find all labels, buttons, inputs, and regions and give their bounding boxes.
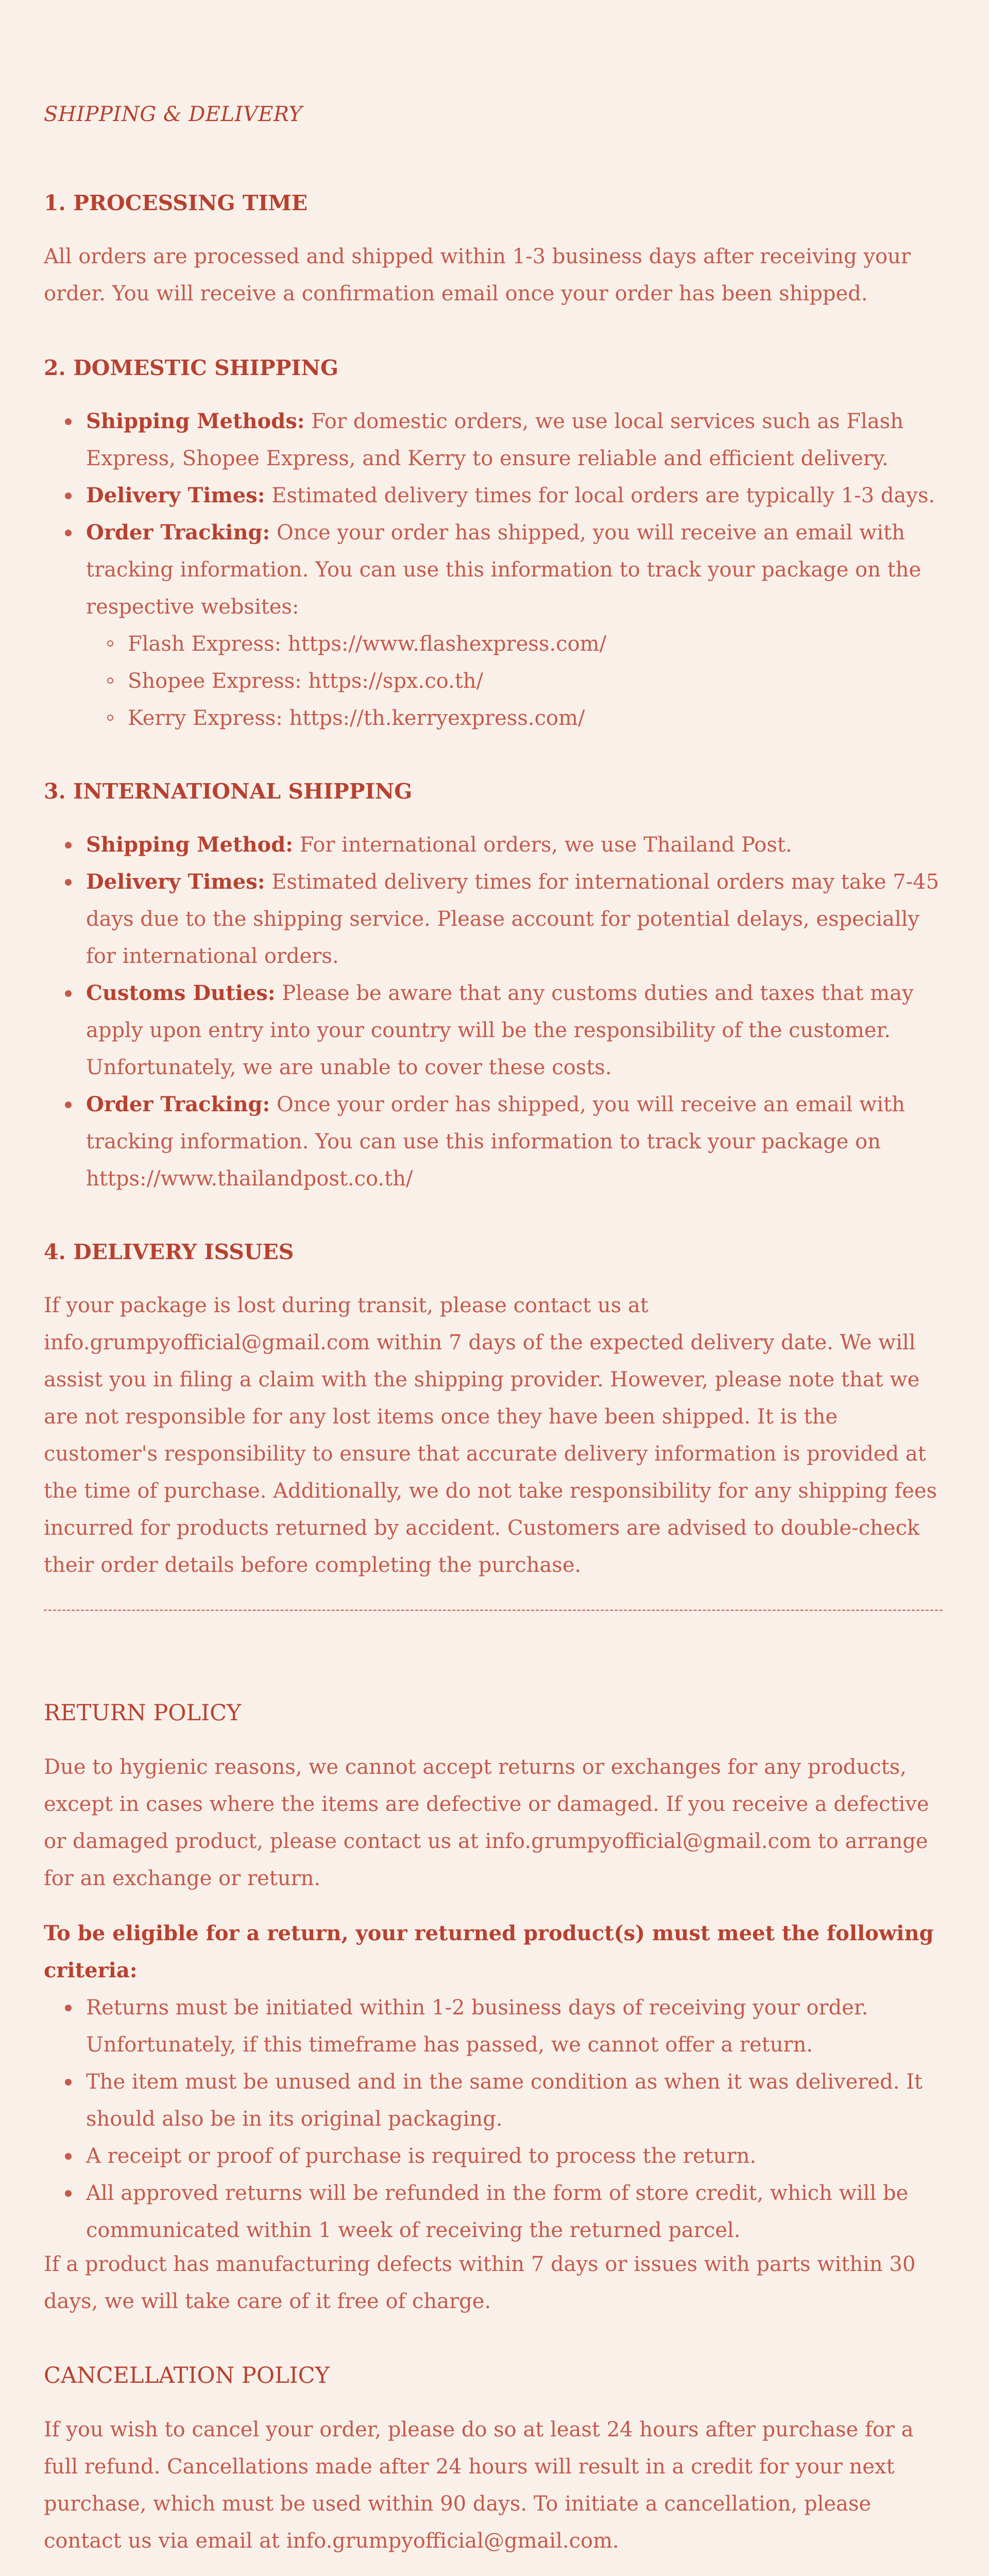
return-policy-body: Due to hygienic reasons, we cannot accept returns or exchanges for any products, except in cases where the items are defective or damaged. If you receive a defective or damaged product, please contact us at info.grumpyofficial@gmail.com to arrange for an exchange or return.	[44, 1755, 929, 1890]
page-subtitle: SHIPPING & DELIVERY	[44, 103, 303, 126]
list-item	[44, 975, 945, 1086]
list-item-text: Once your order has shipped, you will receive an email with tracking information. You can use this information to track your package on the respective websites:	[86, 521, 922, 619]
tracking-link-item[interactable]: Flash Express: https://www.flashexpress.com/	[44, 625, 945, 663]
list-item-text: For domestic orders, we use local services such as Flash Express, Shopee Express, and Kerry to ensure reliable and efficient delivery.	[86, 410, 903, 470]
list-item	[44, 1086, 945, 1197]
international-shipping-heading: 3. INTERNATIONAL SHIPPING	[44, 779, 413, 804]
delivery-issues-text	[44, 1287, 945, 1584]
delivery-issues-body: If your package is lost during transit, please contact us at info.grumpyofficial@gmail.com within 7 days of the expected delivery date. We will assist you in filing a claim with the shipping provider. However, please note that we are not responsible for any lost items once they have been shipped. It is the customer's responsibility to ensure that accurate delivery information is provided at the time of purchase. Additionally, we do not take responsibility for any shipping fees incurred for products returned by accident. Customers are advised to double-check their order details before completing the purchase.	[44, 1294, 937, 1577]
list-item-label: Order Tracking:	[86, 520, 270, 545]
cancellation-policy-body: If you wish to cancel your order, please do so at least 24 hours after purchase for a full refund. Cancellations made after 24 hours will result in a credit for your next purchase, which must be used within 90 days. To initiate a cancellation, please contact us via email at info.grumpyofficial@gmail.com.	[44, 2418, 914, 2553]
list-item-text: Please be aware that any customs duties and taxes that may apply upon entry into your country will be the responsibility of the customer. Unfortunately, we are unable to cover these costs.	[86, 981, 914, 1079]
list-item	[44, 403, 945, 477]
delivery-issues-heading: 4. DELIVERY ISSUES	[44, 1240, 294, 1264]
cancellation-policy-heading: CANCELLATION POLICY	[44, 2363, 330, 2388]
domestic-shipping-heading: 2. DOMESTIC SHIPPING	[44, 355, 339, 380]
return-policy-text	[44, 1749, 945, 1897]
list-item-label: Customs Duties:	[86, 981, 276, 1005]
list-item-label: Shipping Methods:	[86, 409, 305, 433]
list-item: All approved returns will be refunded in the form of store credit, which will be communicated within 1 week of receiving the returned parcel.	[44, 2175, 945, 2249]
tracking-link-item[interactable]: Shopee Express: https://spx.co.th/	[44, 663, 945, 700]
list-item: The item must be unused and in the same condition as when it was delivered. It should also be in its original packaging.	[44, 2063, 945, 2138]
list-item-label: Shipping Method:	[86, 833, 293, 857]
return-policy-heading: RETURN POLICY	[44, 1700, 242, 1726]
list-item-text: Estimated delivery times for local orders are typically 1-3 days.	[265, 484, 935, 507]
list-item-label: Delivery Times:	[86, 483, 265, 507]
list-item-text: Estimated delivery times for international orders may take 7-45 days due to the shipping service. Please account for potential delays, especially for international orders.	[86, 870, 940, 968]
list-item-label: Order Tracking:	[86, 1092, 270, 1116]
defects-note-text	[44, 2246, 945, 2320]
processing-time-heading: 1. PROCESSING TIME	[44, 191, 308, 215]
processing-time-text	[44, 238, 945, 312]
list-item	[44, 514, 945, 737]
domestic-shipping-list	[44, 403, 945, 737]
list-item	[44, 477, 945, 514]
list-item: A receipt or proof of purchase is required to process the return.	[44, 2138, 945, 2175]
international-shipping-list	[44, 826, 945, 1197]
tracking-links-list	[44, 625, 945, 737]
list-item-text: For international orders, we use Thailand Post.	[293, 833, 792, 857]
return-criteria-lead: To be eligible for a return, your returned product(s) must meet the following criteria:	[44, 1921, 934, 1982]
list-item: Returns must be initiated within 1-2 business days of receiving your order. Unfortunately, if this timeframe has passed, we cannot offer a return.	[44, 1989, 945, 2063]
section-divider	[44, 1609, 943, 1611]
defects-note: If a product has manufacturing defects within 7 days or issues with parts within 30 days, we will take care of it free of charge.	[44, 2252, 916, 2313]
list-item-text: Once your order has shipped, you will receive an email with tracking information. You can use this information to track your package on https://www.thailandpost.co.th/	[86, 1093, 905, 1191]
processing-time-body: All orders are processed and shipped within 1-3 business days after receiving your order. You will receive a confirmation email once your order has been shipped.	[44, 245, 911, 306]
cancellation-policy-text	[44, 2411, 945, 2560]
return-criteria	[44, 1915, 945, 2249]
tracking-link-item[interactable]: Kerry Express: https://th.kerryexpress.com/	[44, 700, 945, 737]
list-item	[44, 863, 945, 975]
list-item	[44, 826, 945, 863]
list-item-label: Delivery Times:	[86, 870, 265, 894]
